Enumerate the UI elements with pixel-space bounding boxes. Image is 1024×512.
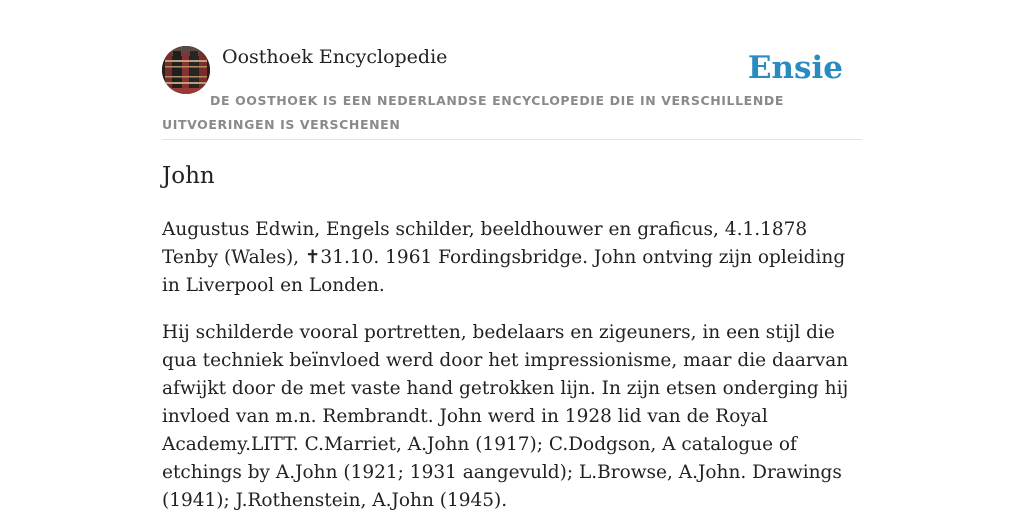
article-paragraph: Augustus Edwin, Engels schilder, beeldhouwer en graficus, 4.1.1878 Tenby (Wales), ✝31.10. 1961 Fordingsbridge. John ontving zijn opleiding in Liverpool en Londen. — [162, 219, 846, 296]
article-paragraph: Hij schilderde vooral portretten, bedelaars en zigeuners, in een stijl die qua techniek beïnvloed werd door het impressionisme, maar die daarvan afwijkt door de met vaste hand getrokken lijn. In zijn etsen onderging hij invloed van m.n. Rembrandt. John werd in 1928 lid van de Royal Academy.LITT. C.Marriet, A.John (1917); C.Dodgson, A catalogue of etchings by A.John (1921; 1931 aangevuld); L.Browse, A.John. Drawings (1941); J.Rothenstein, A.John (1945). — [162, 322, 849, 511]
encyclopedia-books-icon[interactable] — [162, 46, 210, 94]
site-name[interactable]: Oosthoek Encyclopedie — [222, 46, 448, 68]
header-divider — [162, 139, 862, 140]
site-tagline: DE OOSTHOEK IS EEN NEDERLANDSE ENCYCLOPEDIE DIE IN VERSCHILLENDE UITVOERINGEN IS VERSCHENEN — [162, 93, 784, 132]
brand-logo[interactable]: Ensie — [747, 50, 843, 86]
page-title: John — [162, 163, 215, 189]
